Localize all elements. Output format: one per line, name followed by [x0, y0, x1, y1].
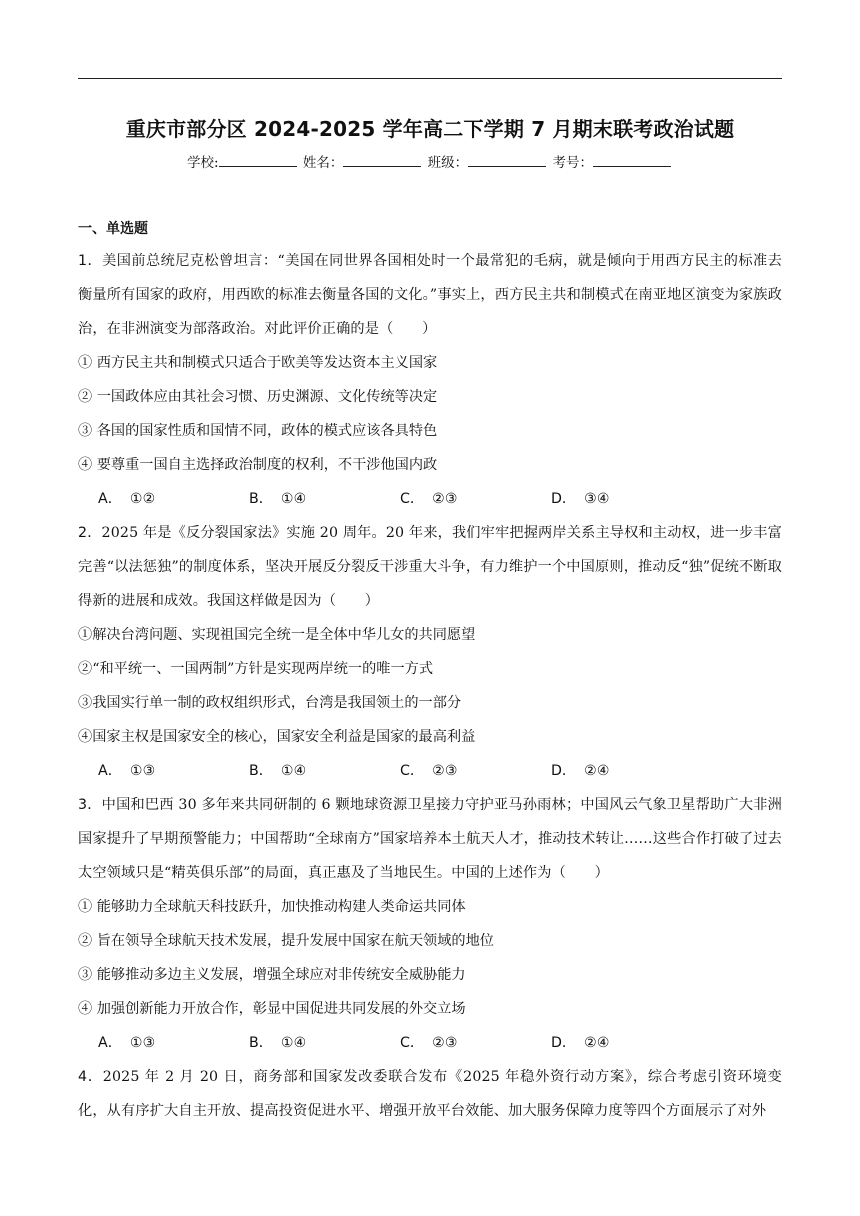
exam-number-label: 考号： — [552, 155, 593, 171]
class-label: 班级： — [427, 155, 469, 171]
choice-d[interactable]: D． ②④ — [551, 1035, 610, 1051]
choice-c[interactable]: C． ②③ — [400, 491, 458, 507]
question-text: 中国和巴西 30 多年来共同研制的 6 颗地球资源卫星接力守护亚马孙雨林；中国风云气象卫星帮助广大非洲国家提升了早期预警能力；中国帮助“全球南方”国家培养本土航天人才，推动技术转让……这些合作打破了过去太空领域只是“精英俱乐部”的局面，真正惠及了当地民生。中国的上述作为（ ） — [78, 797, 782, 881]
choice-c[interactable]: C． ②③ — [400, 1035, 458, 1051]
question-stem — [78, 244, 782, 346]
choice-d[interactable]: D． ②④ — [551, 763, 610, 779]
question-text: 2025 年是《反分裂国家法》实施 20 周年。20 年来，我们牢牢把握两岸关系主导权和主动权，进一步丰富完善“以法惩独”的制度体系，坚决开展反分裂反干涉重大斗争，有力维护一个中国原则，推动反“独”促统不断取得新的进展和成效。我国这样做是因为（ ） — [78, 525, 782, 609]
choice-a[interactable]: A． ①③ — [98, 1035, 156, 1051]
question-4 — [78, 1060, 782, 1128]
name-blank[interactable] — [343, 154, 421, 167]
question-1 — [78, 244, 782, 516]
choice-a[interactable]: A． ①② — [98, 491, 156, 507]
choice-c[interactable]: C． ②③ — [400, 763, 458, 779]
choice-a[interactable]: A． ①③ — [98, 763, 156, 779]
statement: ①解决台湾问题、实现祖国完全统一是全体中华儿女的共同愿望 — [78, 627, 476, 643]
question-stem — [78, 1060, 782, 1128]
statement: ③我国实行单一制的政权组织形式，台湾是我国领土的一部分 — [78, 695, 462, 711]
student-info-line — [0, 151, 860, 171]
question-number: 1． — [78, 253, 103, 269]
statement: ② 一国政体应由其社会习惯、历史渊源、文化传统等决定 — [78, 389, 438, 405]
choice-b[interactable]: B． ①④ — [249, 763, 307, 779]
section-heading: 一、单选题 — [78, 221, 148, 237]
answer-choices — [78, 754, 782, 788]
question-text: 2025 年 2 月 20 日，商务部和国家发改委联合发布《2025 年稳外资行动方案》，综合考虑引资环境变化，从有序扩大自主开放、提高投资促进水平、增强开放平台效能、加大服务保障力度等四个方面展示了对外 — [78, 1069, 782, 1119]
answer-choices — [78, 1026, 782, 1060]
name-label: 姓名： — [302, 155, 344, 171]
question-3 — [78, 788, 782, 1060]
statement: ① 能够助力全球航天科技跃升，加快推动构建人类命运共同体 — [78, 899, 466, 915]
statement: ④ 加强创新能力开放合作，彰显中国促进共同发展的外交立场 — [78, 1001, 466, 1017]
header-rule — [78, 78, 782, 79]
question-text: 美国前总统尼克松曾坦言：“美国在同世界各国相处时一个最常犯的毛病，就是倾向于用西方民主的标准去衡量所有国家的政府，用西欧的标准去衡量各国的文化。”事实上，西方民主共和制模式在南亚地区演变为家族政治，在非洲演变为部落政治。对此评价正确的是（ ） — [78, 253, 783, 337]
choice-b[interactable]: B． ①④ — [249, 491, 307, 507]
question-2 — [78, 516, 782, 788]
class-blank[interactable] — [468, 154, 546, 167]
exam-title: 重庆市部分区 2024-2025 学年高二下学期 7 月期末联考政治试题 — [125, 117, 735, 141]
question-stem — [78, 788, 782, 890]
statement: ② 旨在领导全球航天技术发展，提升发展中国家在航天领域的地位 — [78, 933, 494, 949]
school-label: 学校: — [187, 155, 219, 171]
choice-b[interactable]: B． ①④ — [249, 1035, 307, 1051]
statement: ②“和平统一、一国两制”方针是实现两岸统一的唯一方式 — [78, 661, 434, 677]
exam-content — [78, 214, 782, 1128]
statement: ① 西方民主共和制模式只适合于欧美等发达资本主义国家 — [78, 355, 438, 371]
statement: ④ 要尊重一国自主选择政治制度的权利，不干涉他国内政 — [78, 457, 438, 473]
statement: ③ 能够推动多边主义发展，增强全球应对非传统安全威胁能力 — [78, 967, 466, 983]
question-number: 2． — [78, 525, 102, 541]
question-number: 4． — [78, 1069, 103, 1085]
exam-number-blank[interactable] — [593, 154, 671, 167]
statement: ④国家主权是国家安全的核心，国家安全利益是国家的最高利益 — [78, 729, 476, 745]
question-stem — [78, 516, 782, 618]
statement: ③ 各国的国家性质和国情不同，政体的模式应该各具特色 — [78, 423, 438, 439]
answer-choices — [78, 482, 782, 516]
question-number: 3． — [78, 797, 102, 813]
choice-d[interactable]: D． ③④ — [551, 491, 610, 507]
school-blank[interactable] — [219, 154, 297, 167]
